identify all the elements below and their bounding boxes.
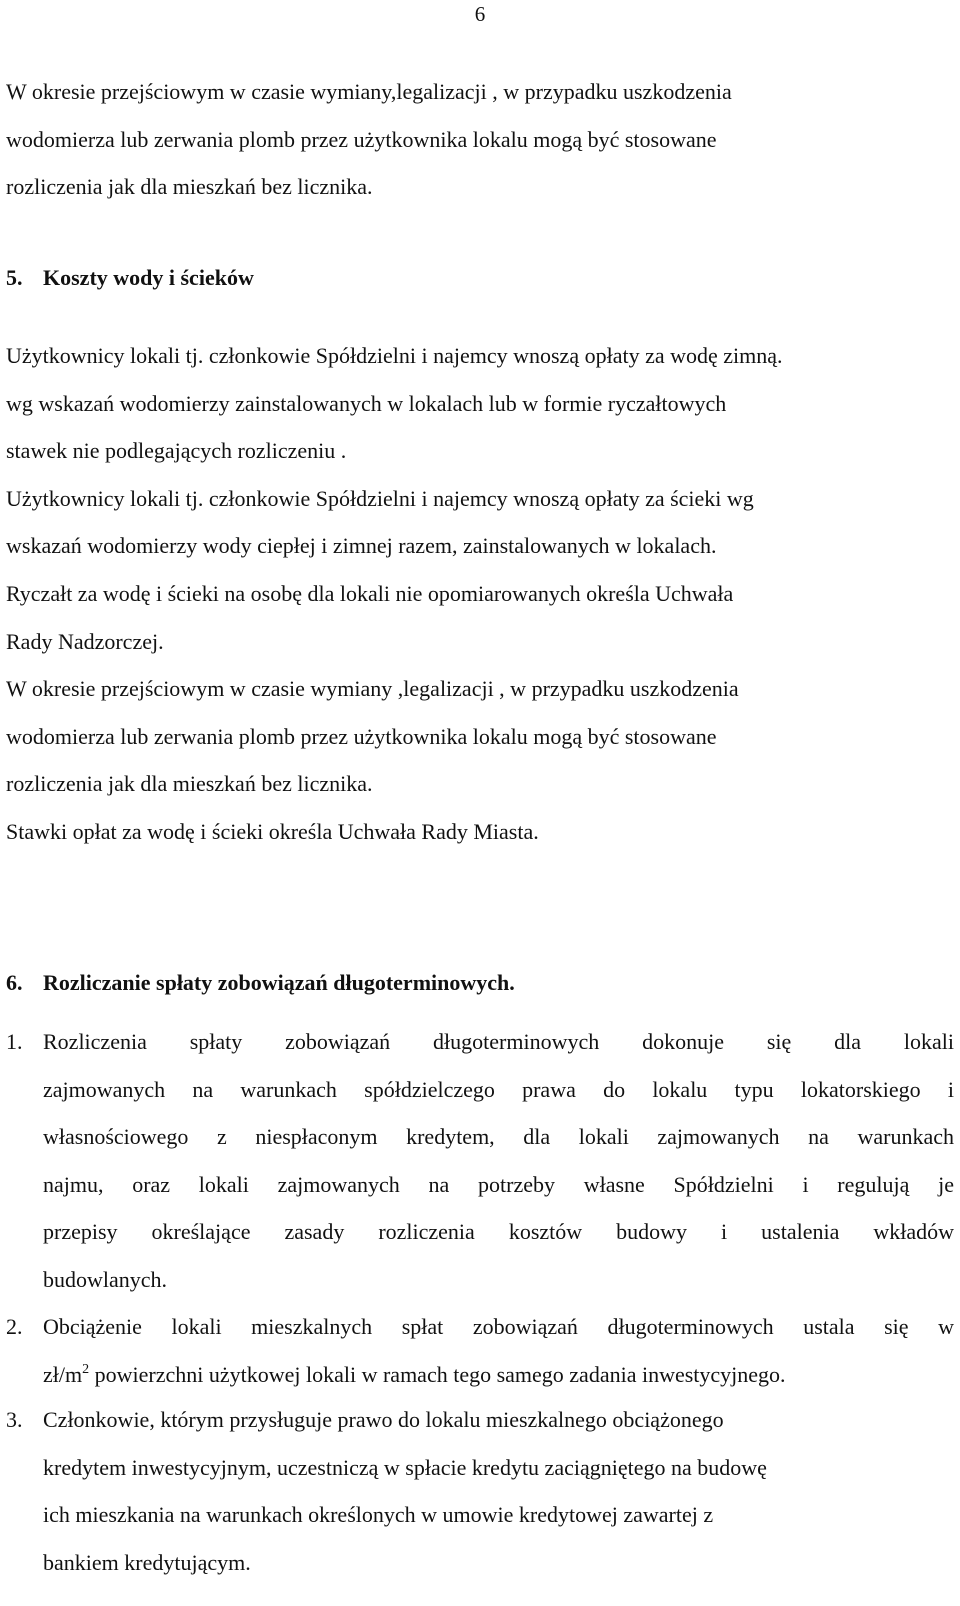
text-line: bankiem kredytującym. bbox=[43, 1549, 251, 1575]
page-number: 6 bbox=[474, 2, 486, 26]
text-line: wg wskazań wodomierzy zainstalowanych w lokalach lub w formie ryczałtowych bbox=[6, 390, 727, 416]
section-number: 6. bbox=[6, 970, 23, 995]
unit-text: zł/m bbox=[43, 1361, 83, 1387]
text-line: najmu, oraz lokali zajmowanych na potrzeby własne Spółdzielni i regulują je bbox=[43, 1171, 954, 1197]
text-line: Rady Nadzorczej. bbox=[6, 628, 164, 654]
text-line: stawek nie podlegających rozliczeniu . bbox=[6, 438, 347, 464]
text-line: budowlanych. bbox=[43, 1266, 168, 1292]
list-item-number: 1. bbox=[6, 1029, 23, 1054]
text-line: wodomierza lub zerwania plomb przez użytkownika lokalu mogą być stosowane bbox=[6, 723, 717, 749]
text-line: kredytem inwestycyjnym, uczestniczą w spłacie kredytu zaciągniętego na budowę bbox=[43, 1454, 767, 1480]
section-title: Rozliczanie spłaty zobowiązań długoterminowych. bbox=[43, 970, 515, 995]
text-line bbox=[43, 1351, 954, 1399]
text-line: Użytkownicy lokali tj. członkowie Spółdzielni i najemcy wnoszą opłaty za wodę zimną. bbox=[6, 343, 783, 368]
text-line: wskazań wodomierzy wody ciepłej i zimnej razem, zainstalowanych w lokalach. bbox=[6, 533, 717, 559]
superscript: 2 bbox=[82, 1361, 90, 1377]
text-line: własnościowego z niespłaconym kredytem, dla lokali zajmowanych na warunkach bbox=[43, 1124, 954, 1149]
text-line: Rozliczenia spłaty zobowiązań długoterminowych dokonuje się dla lokali bbox=[43, 1029, 954, 1054]
text-line: wodomierza lub zerwania plomb przez użytkownika lokalu mogą być stosowane bbox=[6, 126, 717, 152]
section-6-heading bbox=[6, 970, 515, 996]
list-item-number: 3. bbox=[6, 1407, 23, 1432]
text-segment: powierzchni użytkowej lokali w ramach tego samego zadania inwestycyjnego. bbox=[89, 1361, 786, 1387]
text-line: zajmowanych na warunkach spółdzielczego prawa do lokalu typu lokatorskiego i bbox=[43, 1076, 954, 1102]
text-line: rozliczenia jak dla mieszkań bez licznika. bbox=[6, 771, 373, 797]
text-line: Użytkownicy lokali tj. członkowie Spółdzielni i najemcy wnoszą opłaty za ścieki wg bbox=[6, 485, 754, 511]
section-number: 5. bbox=[6, 265, 23, 290]
section-title: Koszty wody i ścieków bbox=[43, 265, 254, 290]
list-item-3 bbox=[6, 1396, 954, 1586]
text-line: Obciążenie lokali mieszkalnych spłat zobowiązań długoterminowych ustala się w bbox=[43, 1314, 954, 1339]
section-5-body bbox=[6, 332, 954, 856]
text-line: przepisy określające zasady rozliczenia kosztów budowy i ustalenia wkładów bbox=[43, 1219, 954, 1244]
text-line: Ryczałt za wodę i ścieki na osobę dla lokali nie opomiarowanych określa Uchwała bbox=[6, 580, 734, 606]
text-line: W okresie przejściowym w czasie wymiany ,legalizacji , w przypadku uszkodzenia bbox=[6, 676, 739, 702]
list-item-number: 2. bbox=[6, 1314, 23, 1339]
list-item-1 bbox=[6, 1018, 954, 1303]
text-line: rozliczenia jak dla mieszkań bez licznika. bbox=[6, 174, 373, 199]
intro-paragraph bbox=[6, 68, 954, 211]
section-5-heading bbox=[6, 265, 254, 291]
text-line: W okresie przejściowym w czasie wymiany,legalizacji , w przypadku uszkodzenia bbox=[6, 79, 732, 104]
text-line: Członkowie, którym przysługuje prawo do lokalu mieszkalnego obciążonego bbox=[43, 1407, 724, 1432]
text-line: Stawki opłat za wodę i ścieki określa Uchwała Rady Miasta. bbox=[6, 818, 539, 844]
text-line: ich mieszkania na warunkach określonych w umowie kredytowej zawartej z bbox=[43, 1502, 714, 1527]
list-item-2 bbox=[6, 1303, 954, 1398]
